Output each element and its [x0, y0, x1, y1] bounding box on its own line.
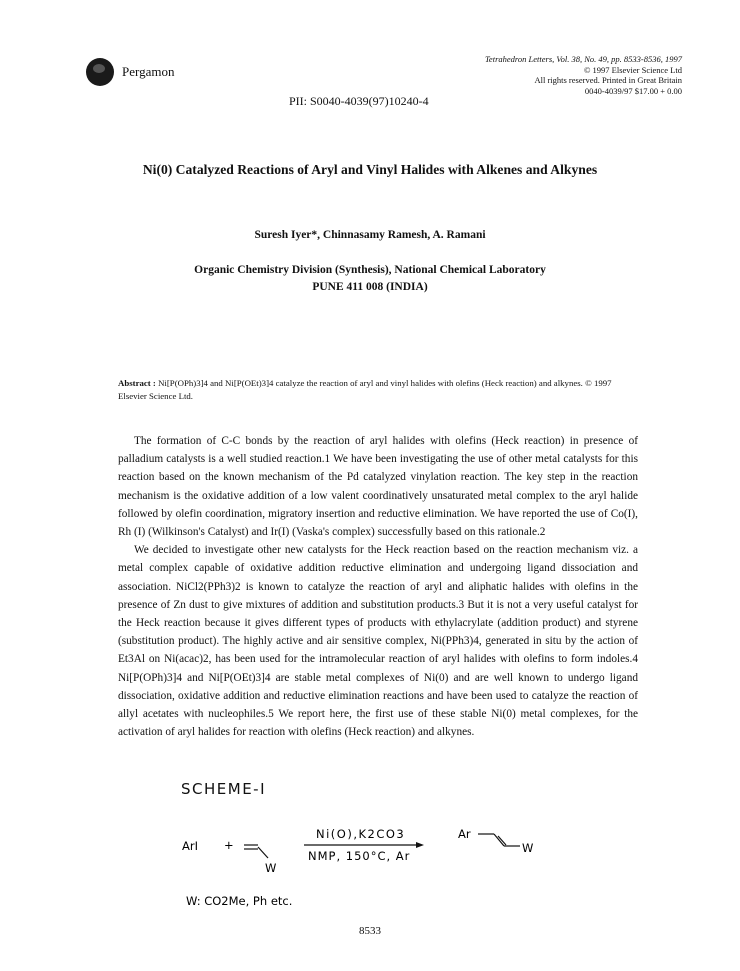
conditions-top: Ni(O),K2CO3 [316, 827, 406, 841]
alkene-bond [258, 847, 268, 858]
affiliation-line-2: PUNE 411 008 (INDIA) [312, 281, 428, 293]
plus-sign: + [224, 838, 234, 852]
product-bond-2 [494, 834, 504, 846]
abstract-text: Ni[P(OPh)3]4 and Ni[P(OEt)3]4 catalyze the reaction of aryl and vinyl halides with olefins (Heck reaction) and alkynes. © 1997 Elsevier Science Ltd. [118, 378, 612, 401]
abstract-label: Abstract : [118, 378, 156, 388]
author-list: Suresh Iyer*, Chinnasamy Ramesh, A. Ramani [254, 229, 486, 241]
arrow-head [416, 842, 424, 848]
rights-line: All rights reserved. Printed in Great Britain [534, 75, 682, 85]
scheme-legend: W: CO2Me, Ph etc. [186, 894, 293, 908]
article-title: Ni(0) Catalyzed Reactions of Aryl and Vinyl Halides with Alkenes and Alkynes [142, 162, 598, 177]
product-substituent: W [522, 841, 534, 855]
copyright-line: © 1997 Elsevier Science Ltd [583, 64, 682, 75]
reactant-substituent: W [265, 861, 277, 875]
page-number: 8533 [359, 925, 381, 937]
paragraph-2: We decided to investigate other new catalysts for the Heck reaction based on the reaction mechanism viz. a metal complex capable of oxidative addition reductive elimination and undergoing ligand dissociation and association. NiCl2(PPh3)2 is known to catalyze the reaction of aryl and aliphatic halides with olefins in the presence of Zn dust to give mixtures of addition and substitution products.3 But it is not a very useful catalyst for the Heck reaction because it gives different types of products with ethylacrylate (addition product) and styrene (substitution product). The highly active and air sensitive complex, Ni(PPh3)4, generated in situ by the action of Et3Al on Ni(acac)2, has been used for the intramolecular reaction of aryl halides with olefins to form indoles.4 Ni[P(OPh)3]4 and Ni[P(OEt)3]4 are stable metal complexes of Ni(0) and are well known to undergo ligand dissociation, oxidative addition and reductive elimination reactions and have been used to catalyze the reaction of allyl acetates with nucleophiles.5 We report here, the first use of these stable Ni(0) metal complexes, for the activation of aryl halides for reaction with olefins (Heck reaction) and alkynes. [118, 544, 638, 739]
publisher-name: Pergamon [122, 64, 175, 79]
product-ar: Ar [458, 827, 471, 841]
reactant-label: ArI [182, 839, 198, 853]
price-line: 0040-4039/97 $17.00 + 0.00 [584, 85, 682, 96]
pii-identifier: PII: S0040-4039(97)10240-4 [289, 94, 429, 108]
journal-citation: Tetrahedron Letters, Vol. 38, No. 49, pp. 8533-8536, 1997 [484, 54, 682, 64]
affiliation-line-1: Organic Chemistry Division (Synthesis), National Chemical Laboratory [194, 264, 546, 276]
paragraph-1: The formation of C-C bonds by the reaction of aryl halides with olefins (Heck reaction) in presence of palladium catalysts is a well studied reaction.1 We have been investigating the use of other metal catalysts for this reaction based on the known mechanism of the Pd catalyzed vinylation reaction. The key step in the reaction mechanism is the oxidative addition of a low valent coordinatively unsaturated metal complex to the aryl halide followed by olefin coordination, migratory insertion and reductive elimination. We have reported the use of Co(I), Rh (I) (Wilkinson's Catalyst) and Ir(I) (Vaska's complex) successfully based on this rationale.2 [118, 435, 638, 539]
conditions-bottom: NMP, 150°C, Ar [308, 849, 411, 863]
scheme-title: SCHEME-I [181, 780, 267, 798]
